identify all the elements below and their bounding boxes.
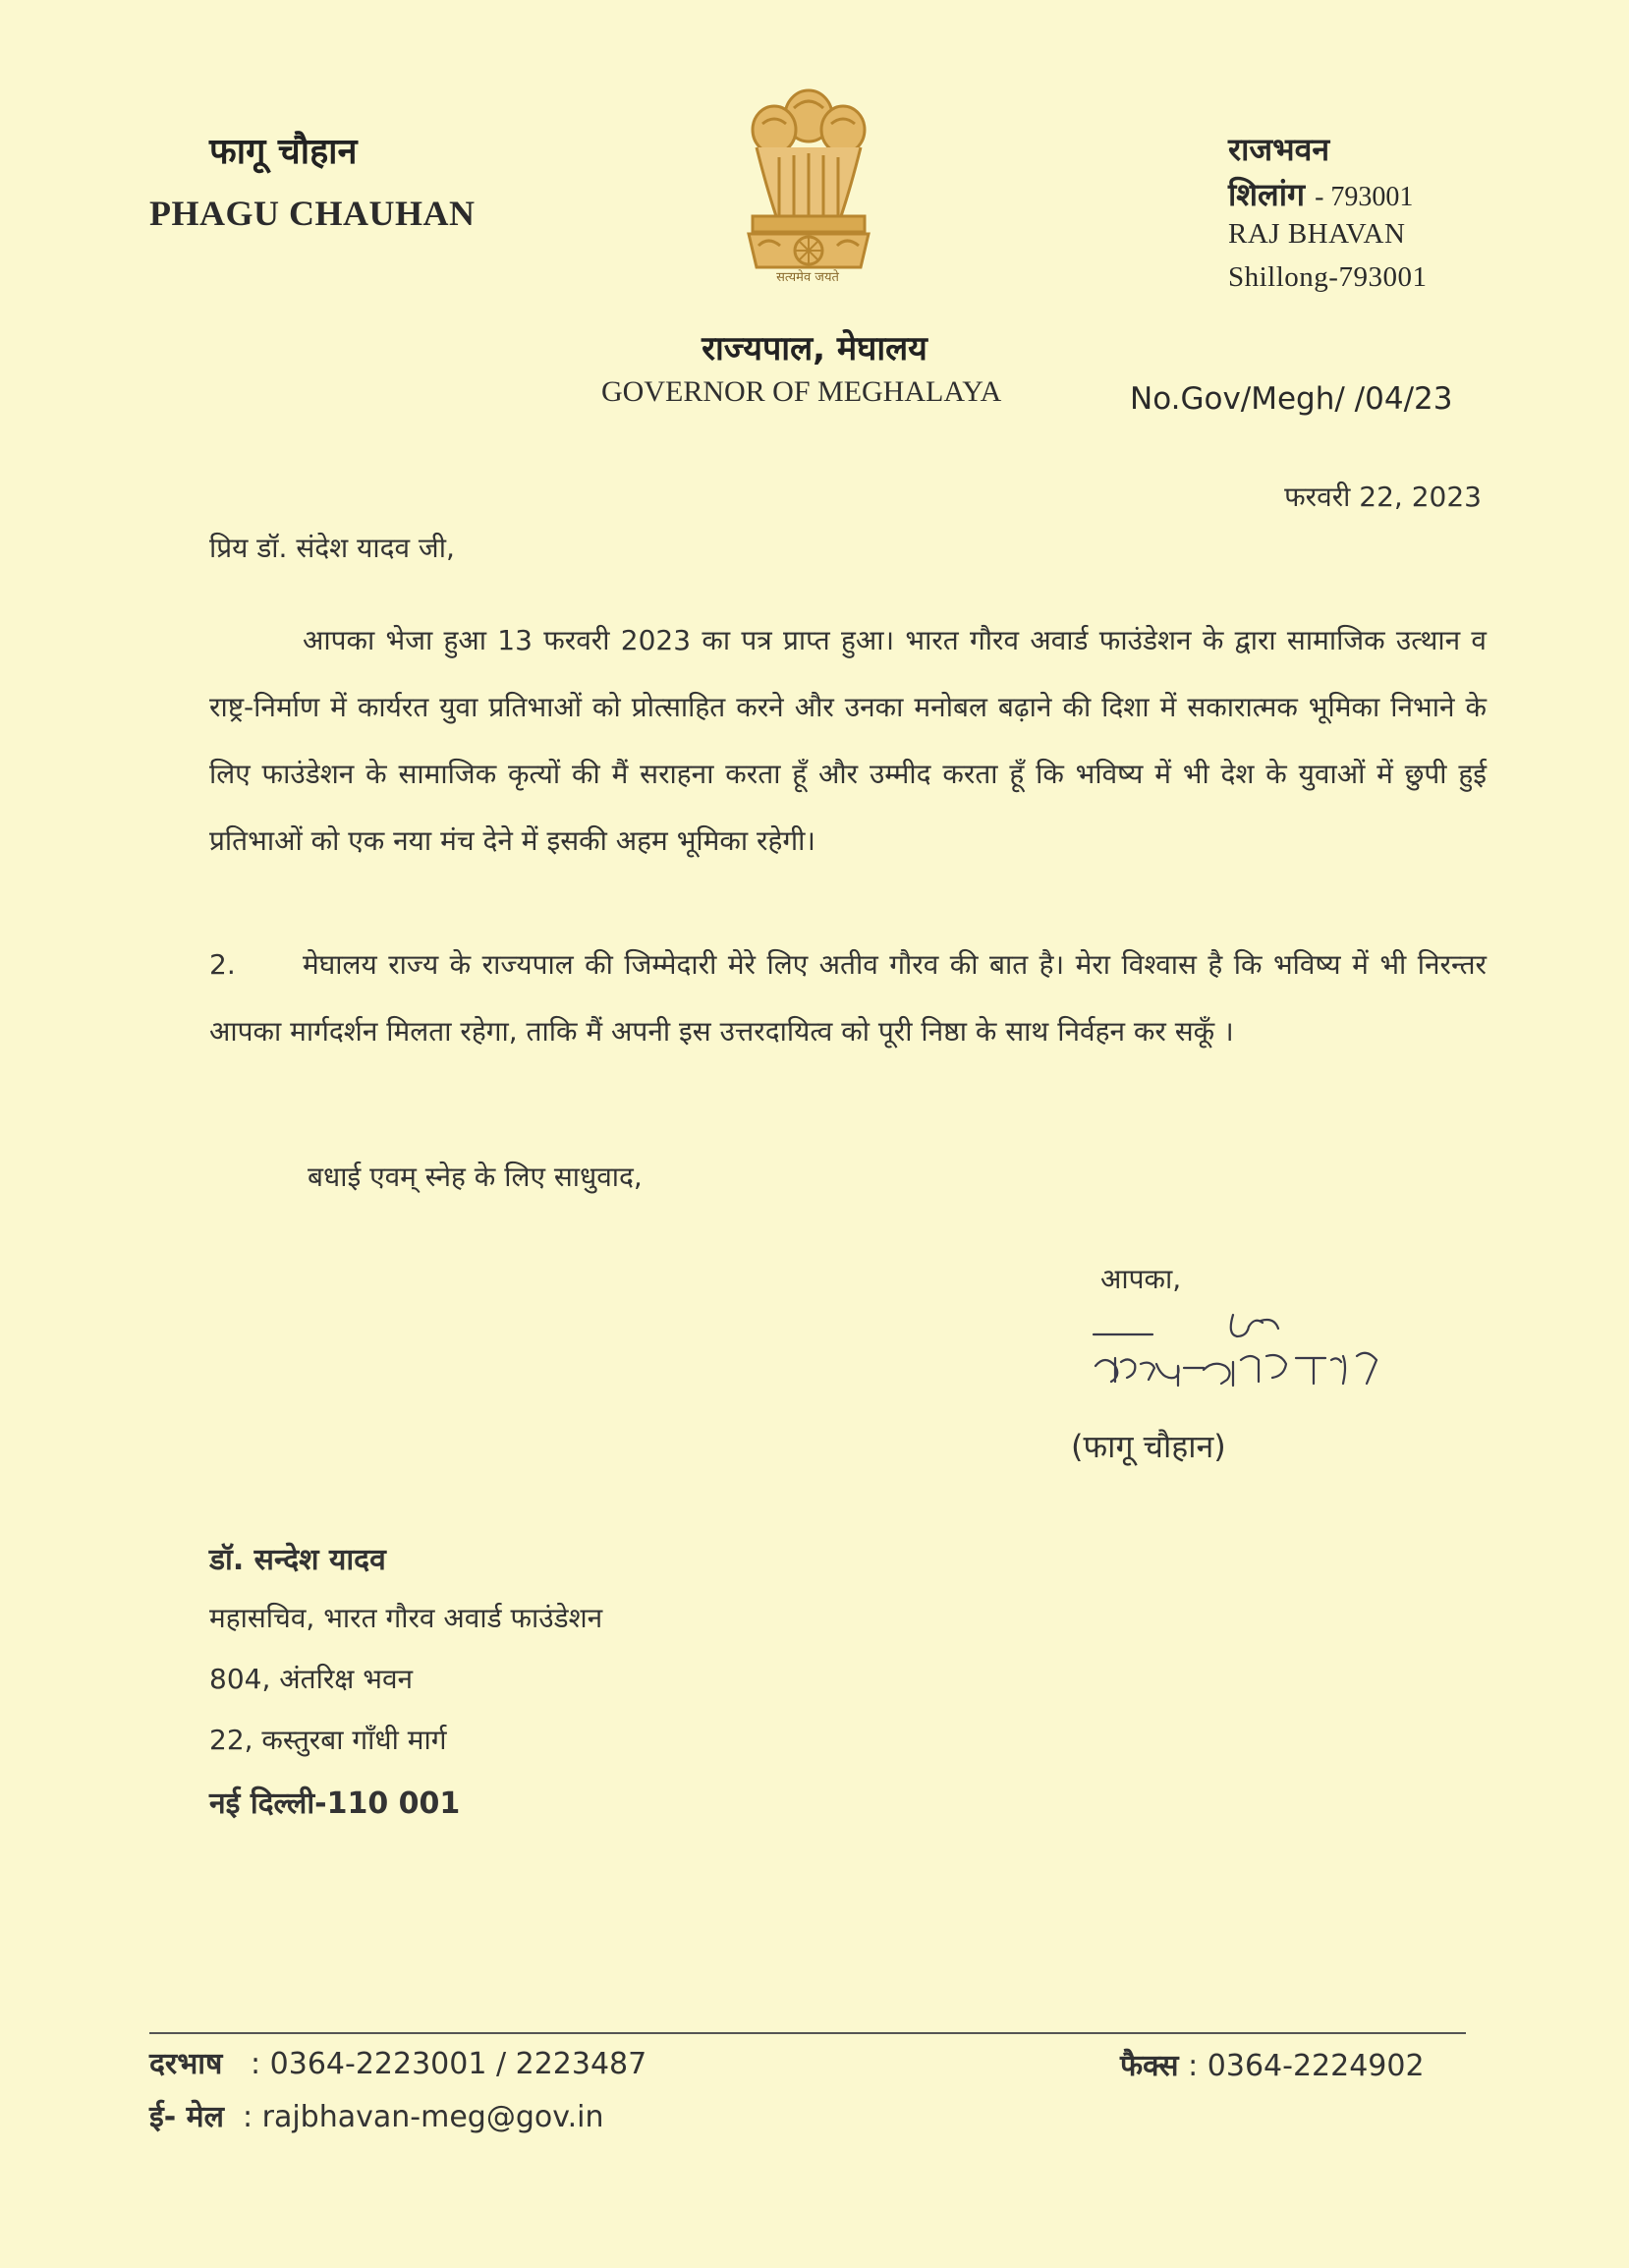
address-city-hindi: शिलांग (1228, 176, 1306, 213)
paragraph-1-text: आपका भेजा हुआ 13 फरवरी 2023 का पत्र प्राप्त हुआ। भारत गौरव अवार्ड फाउंडेशन के द्वारा सामाजिक उत्थान व राष्ट्र-निर्माण में कार्यरत युवा प्रतिभाओं को प्रोत्साहित करने और उनका मनोबल बढ़ाने की दिशा में सकारात्मक भूमिका निभाने के लिए फाउंडेशन के सामाजिक कृत्यों की मैं सराहना करता हूँ और उम्मीद करता हूँ कि भविष्य में भी देश के युवाओं में छुपी हुई प्रतिभाओं को एक नया मंच देने में इसकी अहम भूमिका रहेगी। (209, 624, 1487, 857)
addressee-address-line-2: 22, कस्तुरबा गाँधी मार्ग (209, 1724, 447, 1756)
addressee-address-line-1: 804, अंतरिक्ष भवन (209, 1663, 414, 1695)
address-pin: - 793001 (1315, 182, 1414, 212)
address-line-english-2: Shillong-793001 (1228, 261, 1428, 293)
reference-number: No.Gov/Megh/ /04/23 (1130, 381, 1453, 417)
addressee-city: नई दिल्ली-110 001 (209, 1786, 461, 1821)
letter-date: फरवरी 22, 2023 (1284, 481, 1482, 513)
state-emblem-icon (735, 79, 882, 295)
fax-value: : 0364-2224902 (1188, 2049, 1425, 2083)
addressee-designation: महासचिव, भारत गौरव अवार्ड फाउंडेशन (209, 1602, 603, 1634)
sender-name-hindi: फागू चौहान (209, 132, 358, 172)
letterhead-address (1228, 128, 1427, 305)
email-value: : rajbhavan-meg@gov.in (242, 2100, 604, 2134)
emblem-motto: सत्यमेव जयते (776, 270, 839, 285)
address-line-english-1: RAJ BHAVAN (1228, 218, 1406, 250)
footer-fax (1120, 2044, 1425, 2084)
addressee-block (209, 1538, 602, 1843)
valediction: आपका, (1100, 1263, 1182, 1295)
handwritten-signature (1086, 1307, 1498, 1425)
paragraph-2-text: मेघालय राज्य के राज्यपाल की जिम्मेदारी मेरे लिए अतीव गौरव की बात है। मेरा विश्वास है कि भविष्य में भी निरन्तर आपका मार्गदर्शन मिलता रहेगा, ताकि मैं अपनी इस उत्तरदायित्व को पूरी निष्ठा के साथ निर्वहन कर सकूँ । (209, 948, 1487, 1048)
signer-name: (फागू चौहान) (1071, 1428, 1226, 1465)
footer-email (149, 2095, 604, 2135)
address-line-hindi-2 (1228, 173, 1427, 218)
phone-value: : 0364-2223001 / 2223487 (251, 2047, 647, 2081)
salutation: प्रिय डॉ. संदेश यादव जी, (209, 532, 455, 564)
paragraph-1 (209, 607, 1487, 875)
footer-phone (149, 2042, 646, 2082)
paragraph-2 (209, 932, 1487, 1065)
closing-line: बधाई एवम् स्नेह के लिए साधुवाद, (308, 1161, 643, 1193)
address-line-hindi-1: राजभवन (1228, 131, 1330, 168)
office-title-hindi: राज्यपाल, मेघालय (702, 329, 927, 369)
addressee-name: डॉ. सन्देश यादव (209, 1543, 386, 1577)
sender-name-english: PHAGU CHAUHAN (149, 194, 476, 233)
office-title-english: GOVERNOR OF MEGHALAYA (601, 375, 1002, 408)
paragraph-2-number: 2. (209, 948, 236, 981)
email-label: ई- मेल (149, 2100, 224, 2134)
fax-label: फैक्स (1120, 2049, 1179, 2083)
phone-label: दरभाष (149, 2047, 223, 2081)
footer-divider (149, 2032, 1466, 2034)
